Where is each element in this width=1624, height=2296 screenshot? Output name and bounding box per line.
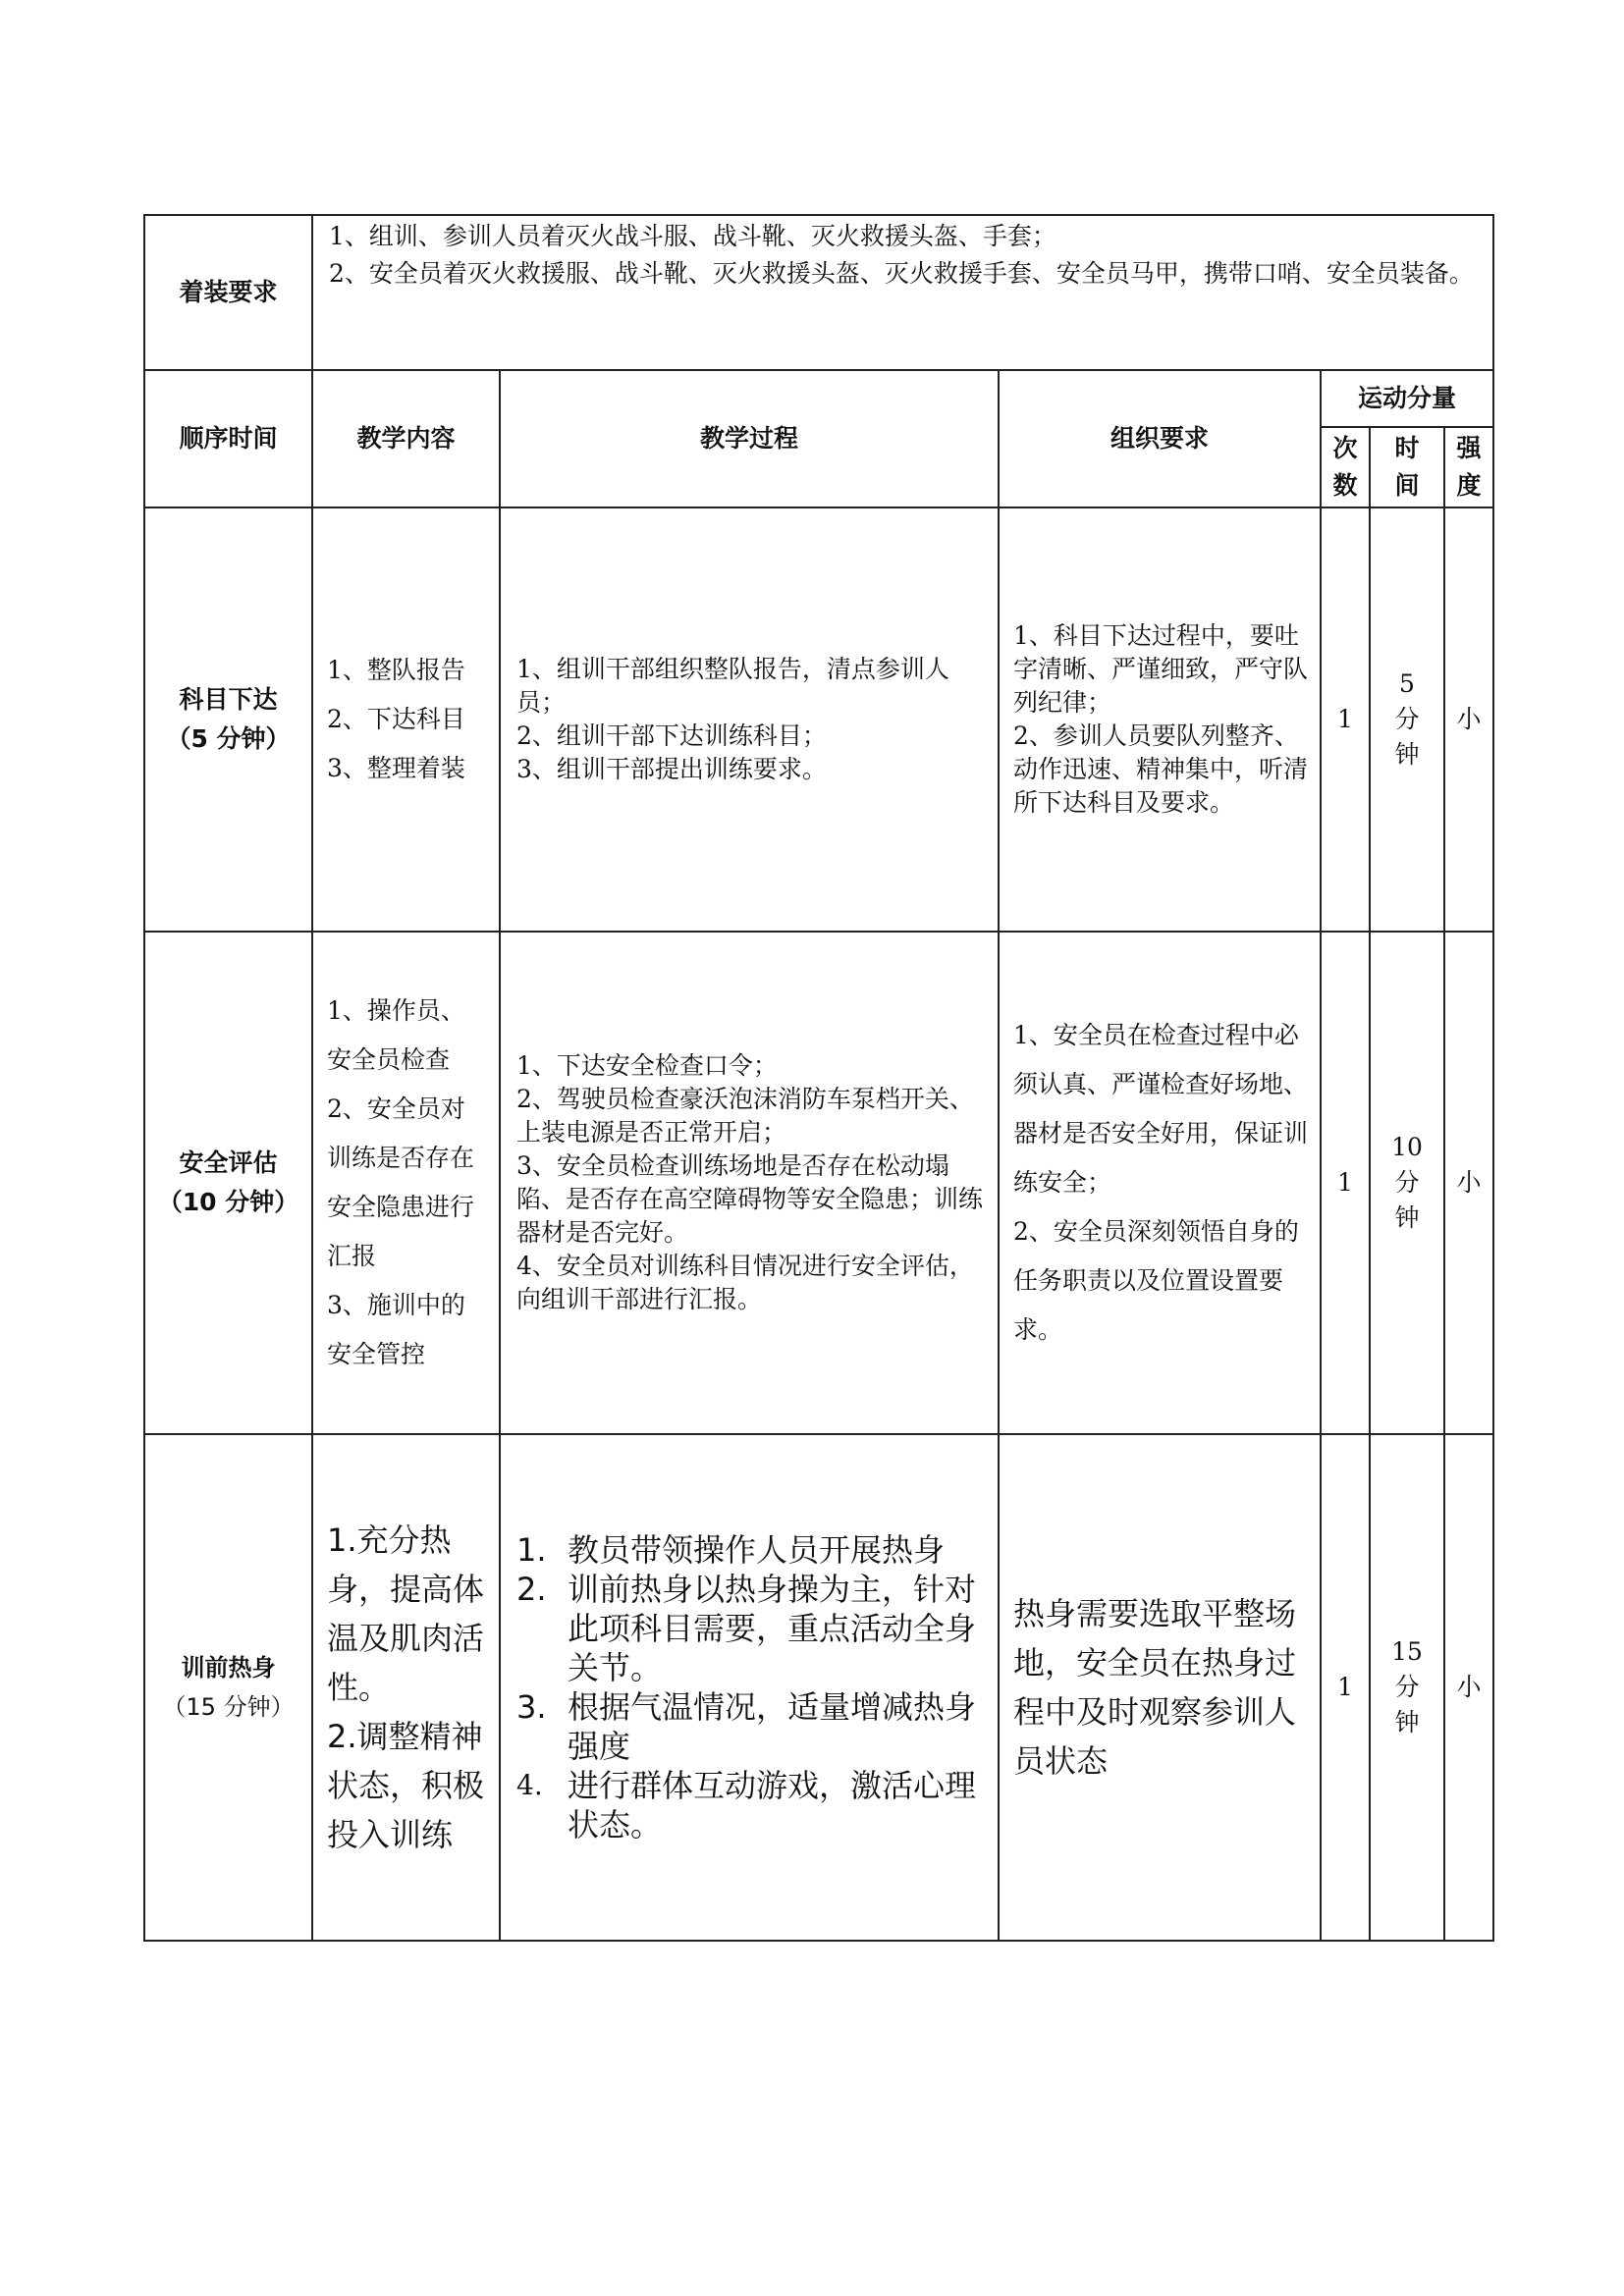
process-item: 3、安全员检查训练场地是否存在松动塌陷、是否存在高空障碍物等安全隐患；训练器材是否完好。 [516,1151,984,1247]
process-cell [500,1434,999,1941]
header-process: 教学过程 [500,370,999,507]
dress-line: 2、安全员着灭火救援服、战斗靴、灭火救援头盔、灭火救援手套、安全员马甲，携带口哨、安全员装备。 [329,259,1474,288]
header-exercise: 运动分量 [1321,370,1493,427]
content-item: 1.充分热身，提高体温及肌肉活性。 [327,1522,485,1706]
row-duration: （10 分钟） [157,1188,299,1216]
process-item: 4. 进行群体互动游戏，激活心理状态。 [516,1767,977,1843]
content-item: 2、下达科目 [327,705,465,733]
content-cell [312,1434,500,1941]
row-title-cell [144,932,312,1434]
row-title-cell [144,507,312,932]
time-cell: 15分钟 [1370,1434,1444,1941]
process-item: 2、驾驶员检查豪沃泡沫消防车泵档开关、上装电源是否正常开启； [516,1085,974,1147]
row-duration: （5 分钟） [166,724,291,753]
content-item: 3、施训中的安全管控 [327,1291,465,1368]
count-cell: 1 [1321,507,1370,932]
requirements-cell [999,932,1321,1434]
dress-requirements [312,215,1493,370]
requirements-cell [999,507,1321,932]
row-duration: （15 分钟） [162,1693,295,1721]
requirement-item: 2、参训人员要队列整齐、动作迅速、精神集中，听清所下达科目及要求。 [1013,721,1309,817]
dress-label: 着装要求 [144,215,312,370]
content-cell [312,932,500,1434]
process-item: 2、组训干部下达训练科目； [516,721,827,750]
process-item: 3、组训干部提出训练要求。 [516,755,827,783]
process-item: 3. 根据气温情况，适量增减热身强度 [516,1688,977,1765]
requirement-item: 1、科目下达过程中，要吐字清晰、严谨细致，严守队列纪律； [1013,621,1309,717]
time-cell: 10分钟 [1370,932,1444,1434]
dress-line: 1、组训、参训人员着灭火战斗服、战斗靴、灭火救援头盔、手套； [329,222,1056,250]
table-row [144,507,1493,932]
training-plan-table [143,214,1494,1942]
intensity-cell: 小 [1444,507,1493,932]
process-list [516,1530,986,1844]
time-cell: 5分钟 [1370,507,1444,932]
content-item: 2.调整精神状态，积极投入训练 [327,1718,485,1853]
requirement-item: 1、安全员在检查过程中必须认真、严谨检查好场地、器材是否安全好用，保证训练安全； [1013,1021,1309,1197]
header-requirements: 组织要求 [999,370,1321,507]
count-cell: 1 [1321,932,1370,1434]
process-item: 2. 训前热身以热身操为主，针对此项科目需要，重点活动全身关节。 [516,1571,977,1686]
header-intensity: 强度 [1444,427,1493,507]
content-item: 1、操作员、安全员检查 [327,996,465,1074]
header-order-time: 顺序时间 [144,370,312,507]
count-cell: 1 [1321,1434,1370,1941]
intensity-cell: 小 [1444,932,1493,1434]
dress-row [144,215,1493,370]
content-item: 3、整理着装 [327,754,465,782]
content-cell [312,507,500,932]
table-row [144,1434,1493,1941]
row-title: 训前热身 [181,1654,276,1682]
requirement-item: 热身需要选取平整场地，安全员在热身过程中及时观察参训人员状态 [1013,1595,1297,1780]
content-item: 2、安全员对训练是否存在安全隐患进行汇报 [327,1095,475,1270]
process-item: 1、组训干部组织整队报告，清点参训人员； [516,655,949,717]
row-title: 科目下达 [179,685,278,714]
process-item: 4、安全员对训练科目情况进行安全评估，向组训干部进行汇报。 [516,1252,974,1313]
header-content: 教学内容 [312,370,500,507]
process-item: 1. 教员带领操作人员开展热身 [516,1531,946,1569]
header-count: 次数 [1321,427,1370,507]
header-time: 时间 [1370,427,1444,507]
process-cell [500,507,999,932]
process-item: 1、下达安全检查口令； [516,1051,778,1080]
requirements-cell [999,1434,1321,1941]
requirement-item: 2、安全员深刻领悟自身的任务职责以及位置设置要求。 [1013,1217,1299,1344]
header-row [144,370,1493,427]
intensity-cell: 小 [1444,1434,1493,1941]
table-row [144,932,1493,1434]
process-cell [500,932,999,1434]
row-title: 安全评估 [179,1148,278,1177]
row-title-cell [144,1434,312,1941]
content-item: 1、整队报告 [327,656,465,684]
